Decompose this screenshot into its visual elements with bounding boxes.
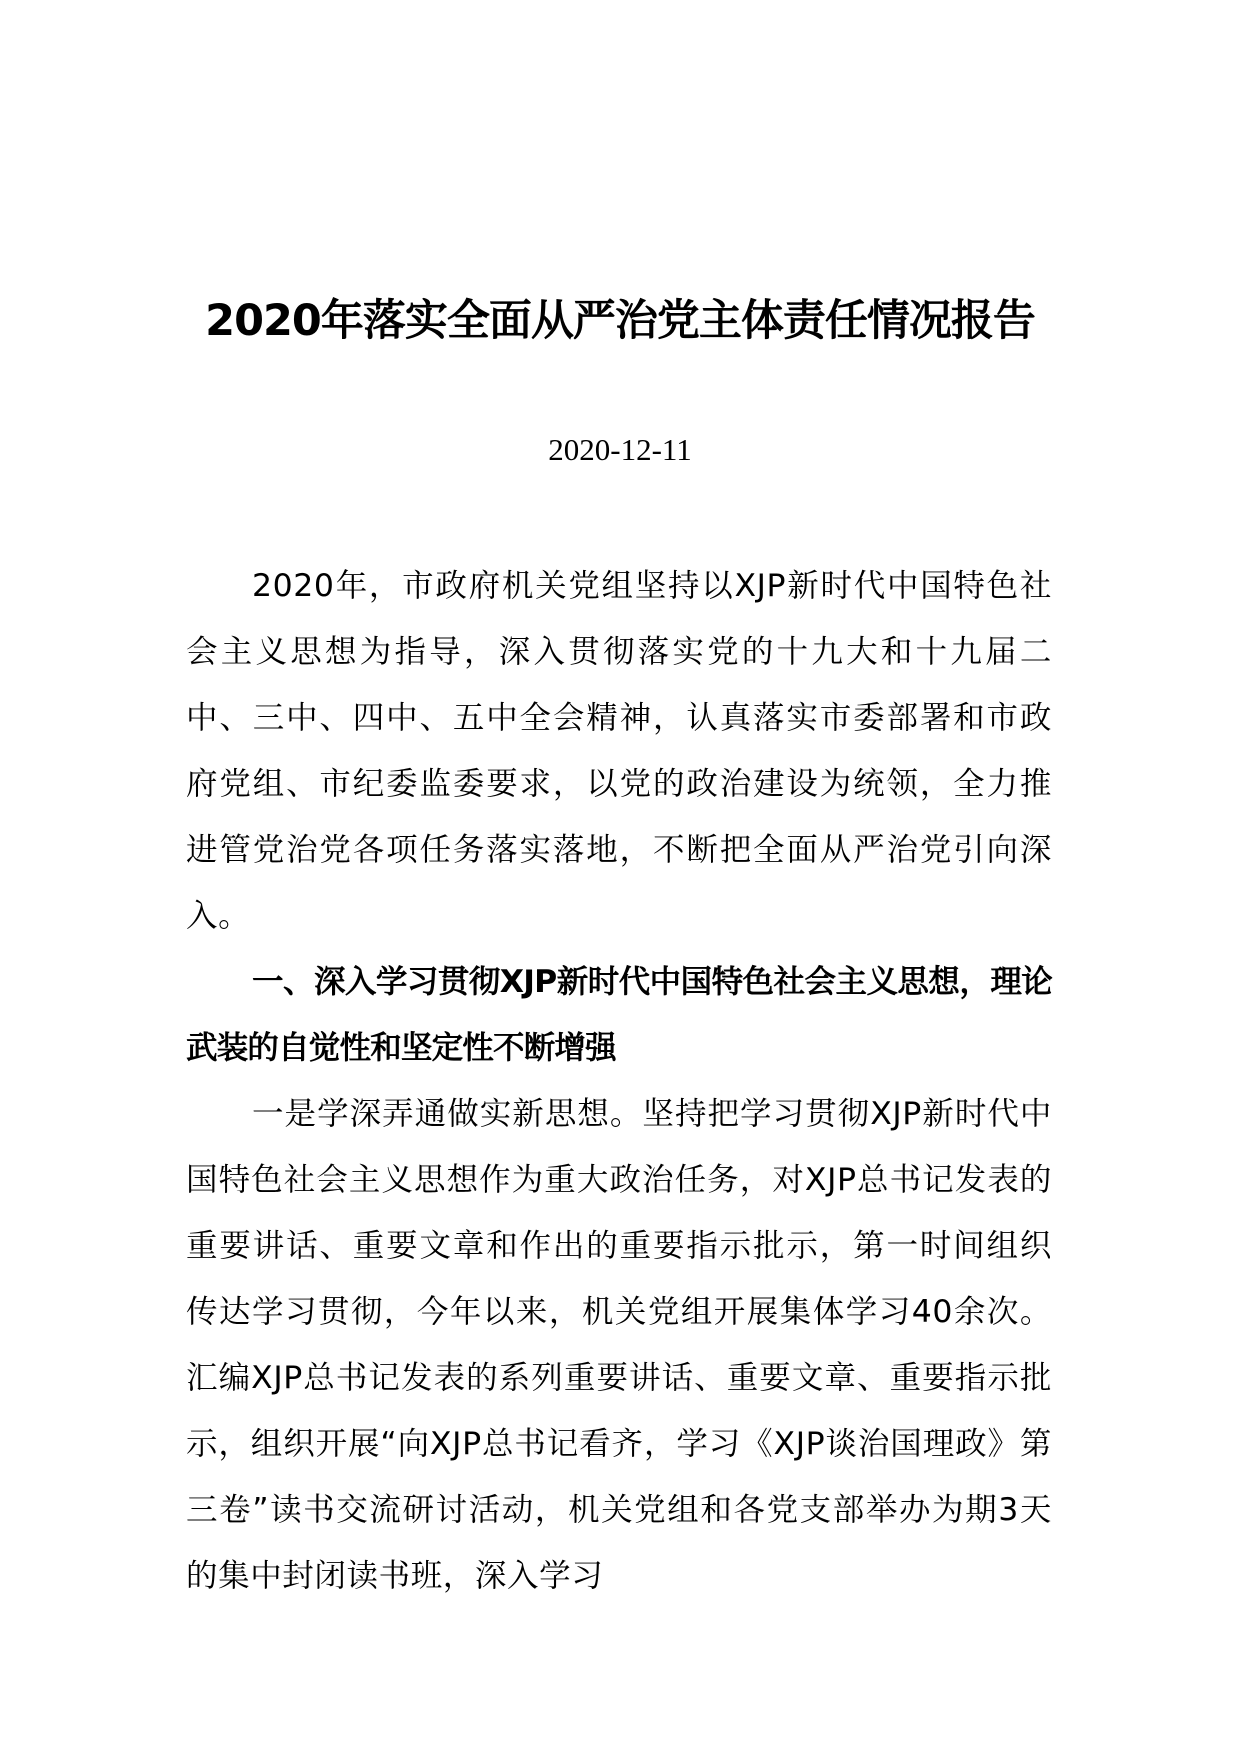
document-body (186, 553, 1052, 1609)
section-1-paragraph: 一是学深弄通做实新思想。坚持把学习贯彻XJP新时代中国特色社会主义思想作为重大政治任务，对XJP总书记发表的重要讲话、重要文章和作出的重要指示批示，第一时间组织传达学习贯彻，今年以来，机关党组开展集体学习40余次。汇编XJP总书记发表的系列重要讲话、重要文章、重要指示批示，组织开展“向XJP总书记看齐，学习《XJP谈治国理政》第三卷”读书交流研讨活动，机关党组和各党支部举办为期3天的集中封闭读书班，深入学习 (186, 1096, 1052, 1594)
intro-paragraph: 2020年，市政府机关党组坚持以XJP新时代中国特色社会主义思想为指导，深入贯彻落实党的十九大和十九届二中、三中、四中、五中全会精神，认真落实市委部署和市政府党组、市纪委监委要求，以党的政治建设为统领，全力推进管党治党各项任务落实落地，不断把全面从严治党引向深入。 (186, 568, 1052, 934)
document-title: 2020年落实全面从严治党主体责任情况报告 (205, 296, 1035, 346)
document-date: 2020-12-11 (548, 432, 692, 467)
section-heading-1: 一、深入学习贯彻XJP新时代中国特色社会主义思想，理论武装的自觉性和坚定性不断增强 (186, 964, 1052, 1066)
